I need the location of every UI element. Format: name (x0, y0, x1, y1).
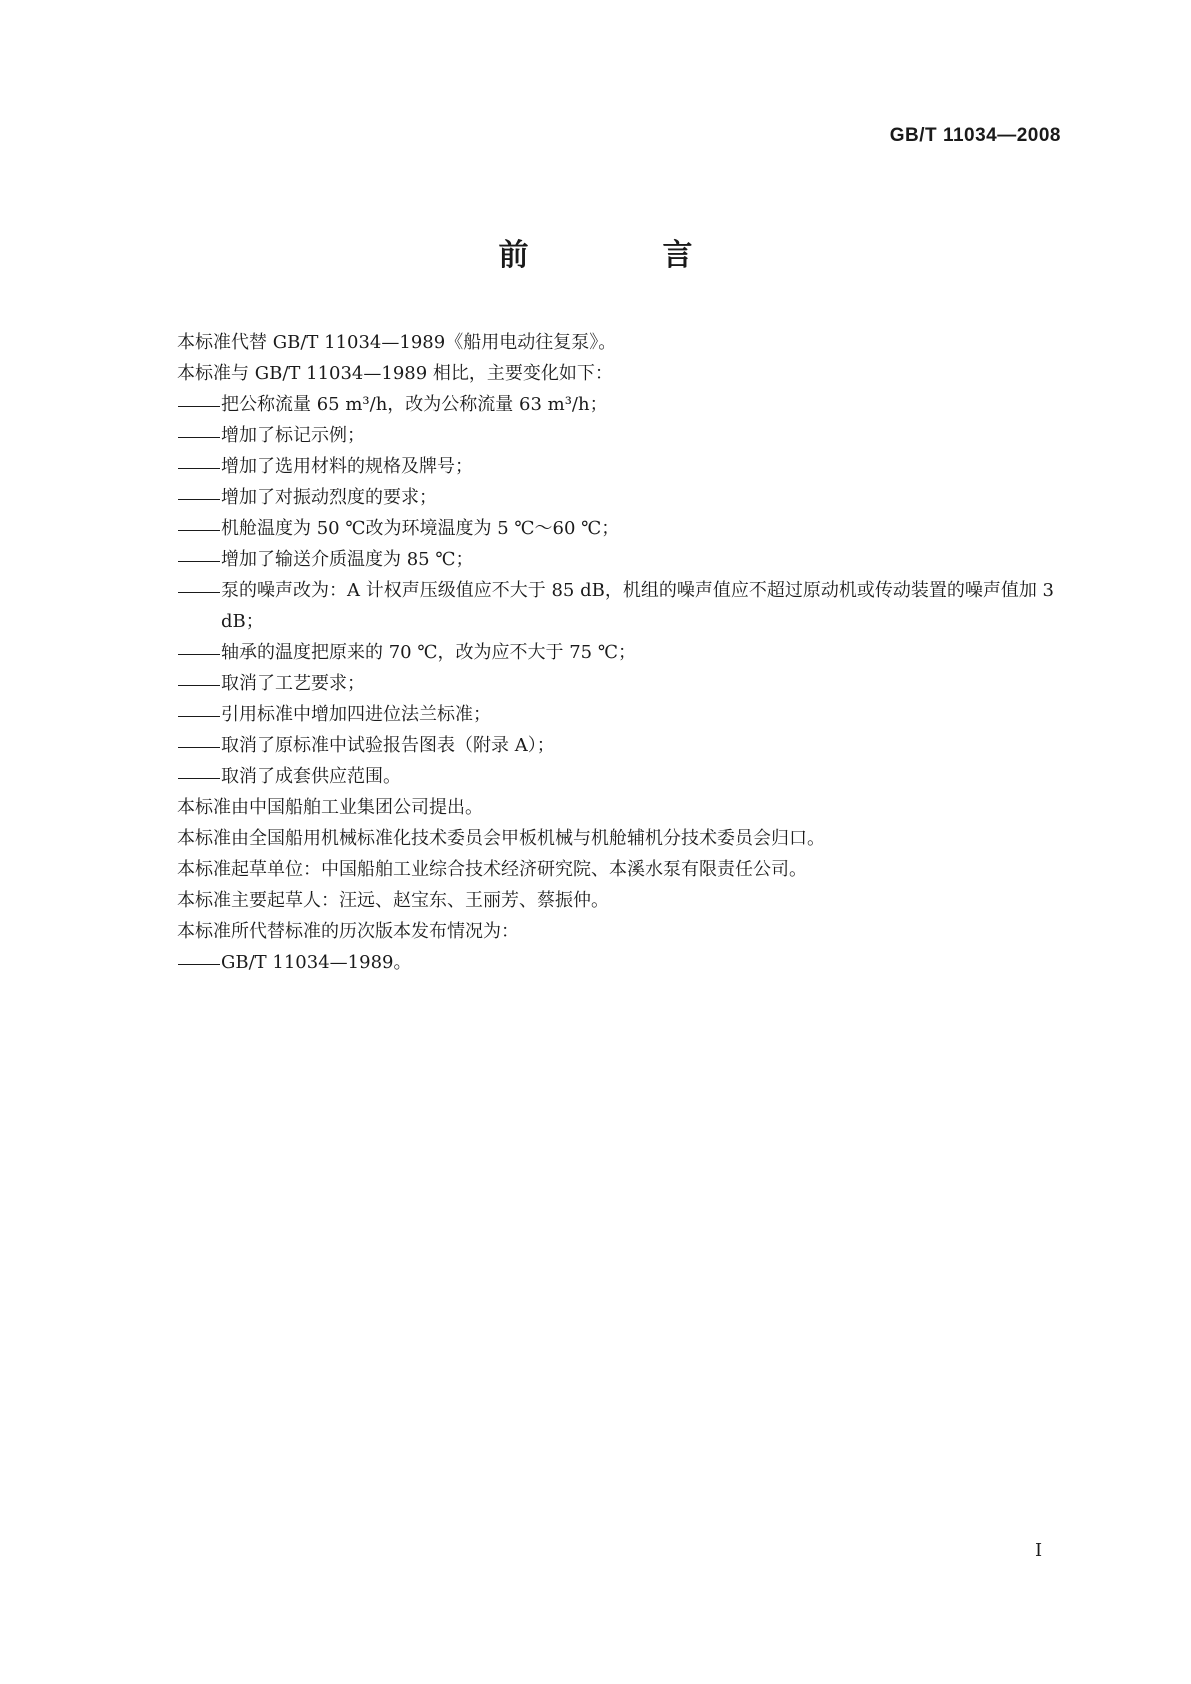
history-item (177, 947, 1077, 978)
page-title: 前 言 (498, 238, 745, 273)
dash-marker (177, 947, 221, 978)
paragraph-history-intro: 本标准所代替标准的历次版本发布情况为： (177, 921, 519, 942)
paragraph-drafters: 本标准主要起草人：汪远、赵宝东、王丽芳、蔡振仲。 (177, 890, 609, 911)
change-item-text: 取消了成套供应范围。 (221, 766, 401, 787)
change-item-text: 增加了对振动烈度的要求； (221, 487, 437, 508)
change-item-text: 把公称流量 65 m³/h，改为公称流量 63 m³/h； (221, 394, 608, 415)
dash-marker (177, 513, 221, 544)
dash-marker (177, 730, 221, 761)
change-item-text: 增加了标记示例； (221, 425, 365, 446)
change-item (177, 730, 1077, 761)
dash-marker (177, 637, 221, 668)
page-number: I (1035, 1540, 1043, 1561)
change-item-text: 增加了输送介质温度为 85 ℃； (221, 549, 474, 570)
dash-marker (177, 451, 221, 482)
dash-marker (177, 575, 221, 606)
change-item (177, 513, 1077, 544)
paragraph-replaces: 本标准代替 GB/T 11034—1989《船用电动往复泵》。 (177, 332, 617, 353)
change-item-text: 取消了原标准中试验报告图表（附录 A）； (221, 735, 555, 756)
paragraph-changes-intro: 本标准与 GB/T 11034—1989 相比，主要变化如下： (177, 363, 613, 384)
change-item (177, 668, 1077, 699)
change-item-text: 引用标准中增加四进位法兰标准； (221, 704, 491, 725)
dash-marker (177, 482, 221, 513)
change-item (177, 451, 1077, 482)
standard-code: GB/T 11034—2008 (889, 125, 1061, 146)
change-item-text: 增加了选用材料的规格及牌号； (221, 456, 473, 477)
change-item (177, 575, 1077, 637)
dash-marker (177, 420, 221, 451)
dash-marker (177, 699, 221, 730)
paragraph-centralized: 本标准由全国船用机械标准化技术委员会甲板机械与机舱辅机分技术委员会归口。 (177, 828, 825, 849)
dash-marker (177, 544, 221, 575)
change-item-text: 机舱温度为 50 ℃改为环境温度为 5 ℃～60 ℃； (221, 518, 620, 539)
change-item (177, 699, 1077, 730)
change-item-text: 泵的噪声改为：A 计权声压级值应不大于 85 dB，机组的噪声值应不超过原动机或传动装置的噪声值加 3 dB； (221, 580, 1054, 632)
dash-marker (177, 668, 221, 699)
change-item (177, 389, 1077, 420)
foreword-body (177, 327, 1077, 978)
history-item-text: GB/T 11034—1989。 (221, 952, 412, 973)
dash-marker (177, 389, 221, 420)
change-item (177, 482, 1077, 513)
paragraph-drafting-units: 本标准起草单位：中国船舶工业综合技术经济研究院、本溪水泵有限责任公司。 (177, 859, 807, 880)
change-item (177, 544, 1077, 575)
change-item-text: 取消了工艺要求； (221, 673, 365, 694)
paragraph-proposer: 本标准由中国船舶工业集团公司提出。 (177, 797, 483, 818)
change-item (177, 420, 1077, 451)
dash-marker (177, 761, 221, 792)
change-item-text: 轴承的温度把原来的 70 ℃，改为应不大于 75 ℃； (221, 642, 636, 663)
change-item (177, 761, 1077, 792)
change-item (177, 637, 1077, 668)
